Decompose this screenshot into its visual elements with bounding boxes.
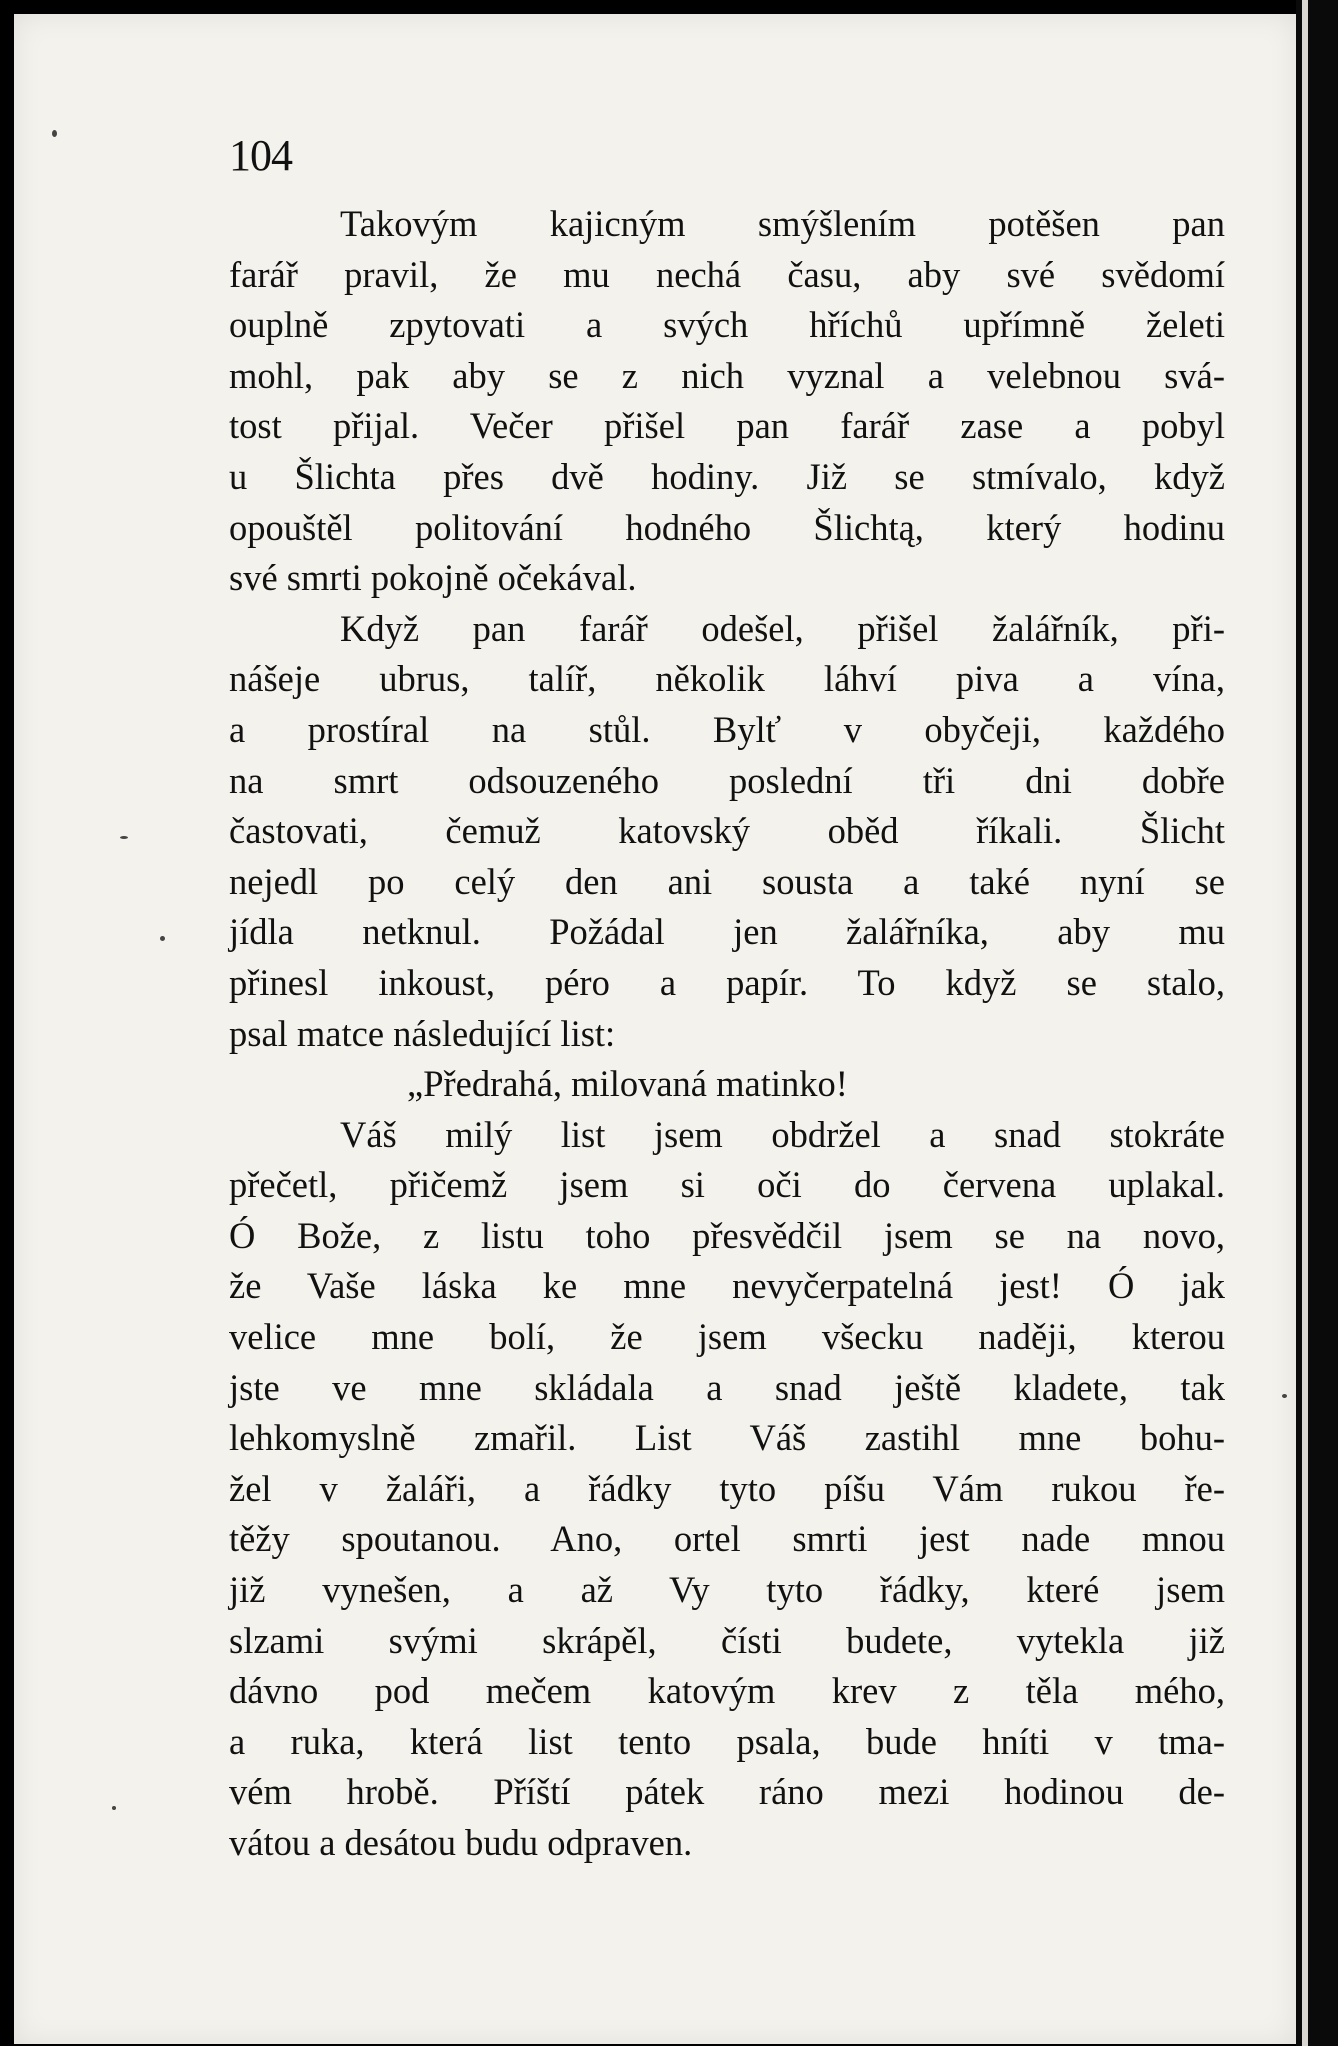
text-line: slzami svými skrápěl, čísti budete, vytekla již (229, 1619, 1225, 1661)
text-line: častovati, čemuž katovský oběd říkali. Šlicht (229, 810, 1225, 852)
text-line: přečetl, přičemž jsem si oči do červena uplakal. (229, 1164, 1225, 1206)
text-line: nášeje ubrus, talíř, několik láhví piva a vína, (229, 658, 1225, 700)
text-line: své smrti pokojně očekával. (229, 557, 637, 599)
text-line: již vynešen, a až Vy tyto řádky, které jsem (229, 1569, 1225, 1611)
text-line: velice mne bolí, že jsem všecku naději, kterou (229, 1316, 1225, 1358)
text-line: mohl, pak aby se z nich vyznal a velebnou svá- (229, 354, 1225, 396)
text-line: psal matce následující list: (229, 1012, 616, 1054)
scan-edge (1296, 0, 1338, 2046)
text-line: přinesl inkoust, péro a papír. To když se stalo, (229, 961, 1225, 1003)
text-line: Když pan farář odešel, přišel žalářník, při- (340, 607, 1225, 649)
text-line: těžy spoutanou. Ano, ortel smrti jest nade mnou (229, 1518, 1225, 1560)
text-line: na smrt odsouzeného poslední tři dni dobře (229, 759, 1225, 801)
scan-speck (52, 130, 57, 137)
text-line: Váš milý list jsem obdržel a snad stokráte (340, 1113, 1225, 1155)
text-line: u Šlichta přes dvě hodiny. Již se stmívalo, když (229, 455, 1225, 497)
text-line: opouštěl politování hodného Šlichtą, který hodinu (229, 506, 1225, 548)
text-line: vém hrobě. Příští pátek ráno mezi hodinou de- (229, 1771, 1225, 1813)
text-line: Ó Bože, z listu toho přesvědčil jsem se na novo, (229, 1214, 1225, 1256)
letter-greeting: „Předrahá, milovaná matinko! (407, 1063, 848, 1105)
page-number: 104 (229, 131, 292, 180)
text-line: ouplně zpytovati a svých hříchů upřímně želeti (229, 304, 1225, 346)
text-line: dávno pod mečem katovým krev z těla mého, (229, 1670, 1225, 1712)
text-line: že Vaše láska ke mne nevyčerpatelná jest! Ó jak (229, 1265, 1225, 1307)
scan-speck (120, 836, 128, 839)
scan-speck (1282, 1394, 1287, 1398)
text-line: farář pravil, že mu nechá času, aby své svědomí (229, 253, 1225, 295)
scan-speck (160, 936, 165, 941)
text-line: lehkomyslně zmařil. List Váš zastihl mne bohu- (229, 1417, 1225, 1459)
text-line: jste ve mne skládala a snad ještě kladete, tak (229, 1366, 1225, 1408)
text-line: a ruka, která list tento psala, bude hníti v tma- (229, 1720, 1225, 1762)
text-line: nejedl po celý den ani sousta a také nyní se (229, 860, 1225, 902)
text-line: jídla netknul. Požádal jen žalářníka, aby mu (229, 911, 1225, 953)
text-line: a prostíral na stůl. Bylť v obyčeji, každého (229, 708, 1225, 750)
text-line: vátou a desátou budu odpraven. (229, 1822, 693, 1863)
scan-speck (112, 1806, 116, 1810)
page-body (229, 199, 1225, 1869)
text-line: tost přijal. Večer přišel pan farář zase a pobyl (229, 405, 1225, 447)
text-line: Takovým kajicným smýšlením potěšen pan (340, 203, 1225, 244)
text-line: žel v žaláři, a řádky tyto píšu Vám rukou ře- (229, 1467, 1225, 1509)
